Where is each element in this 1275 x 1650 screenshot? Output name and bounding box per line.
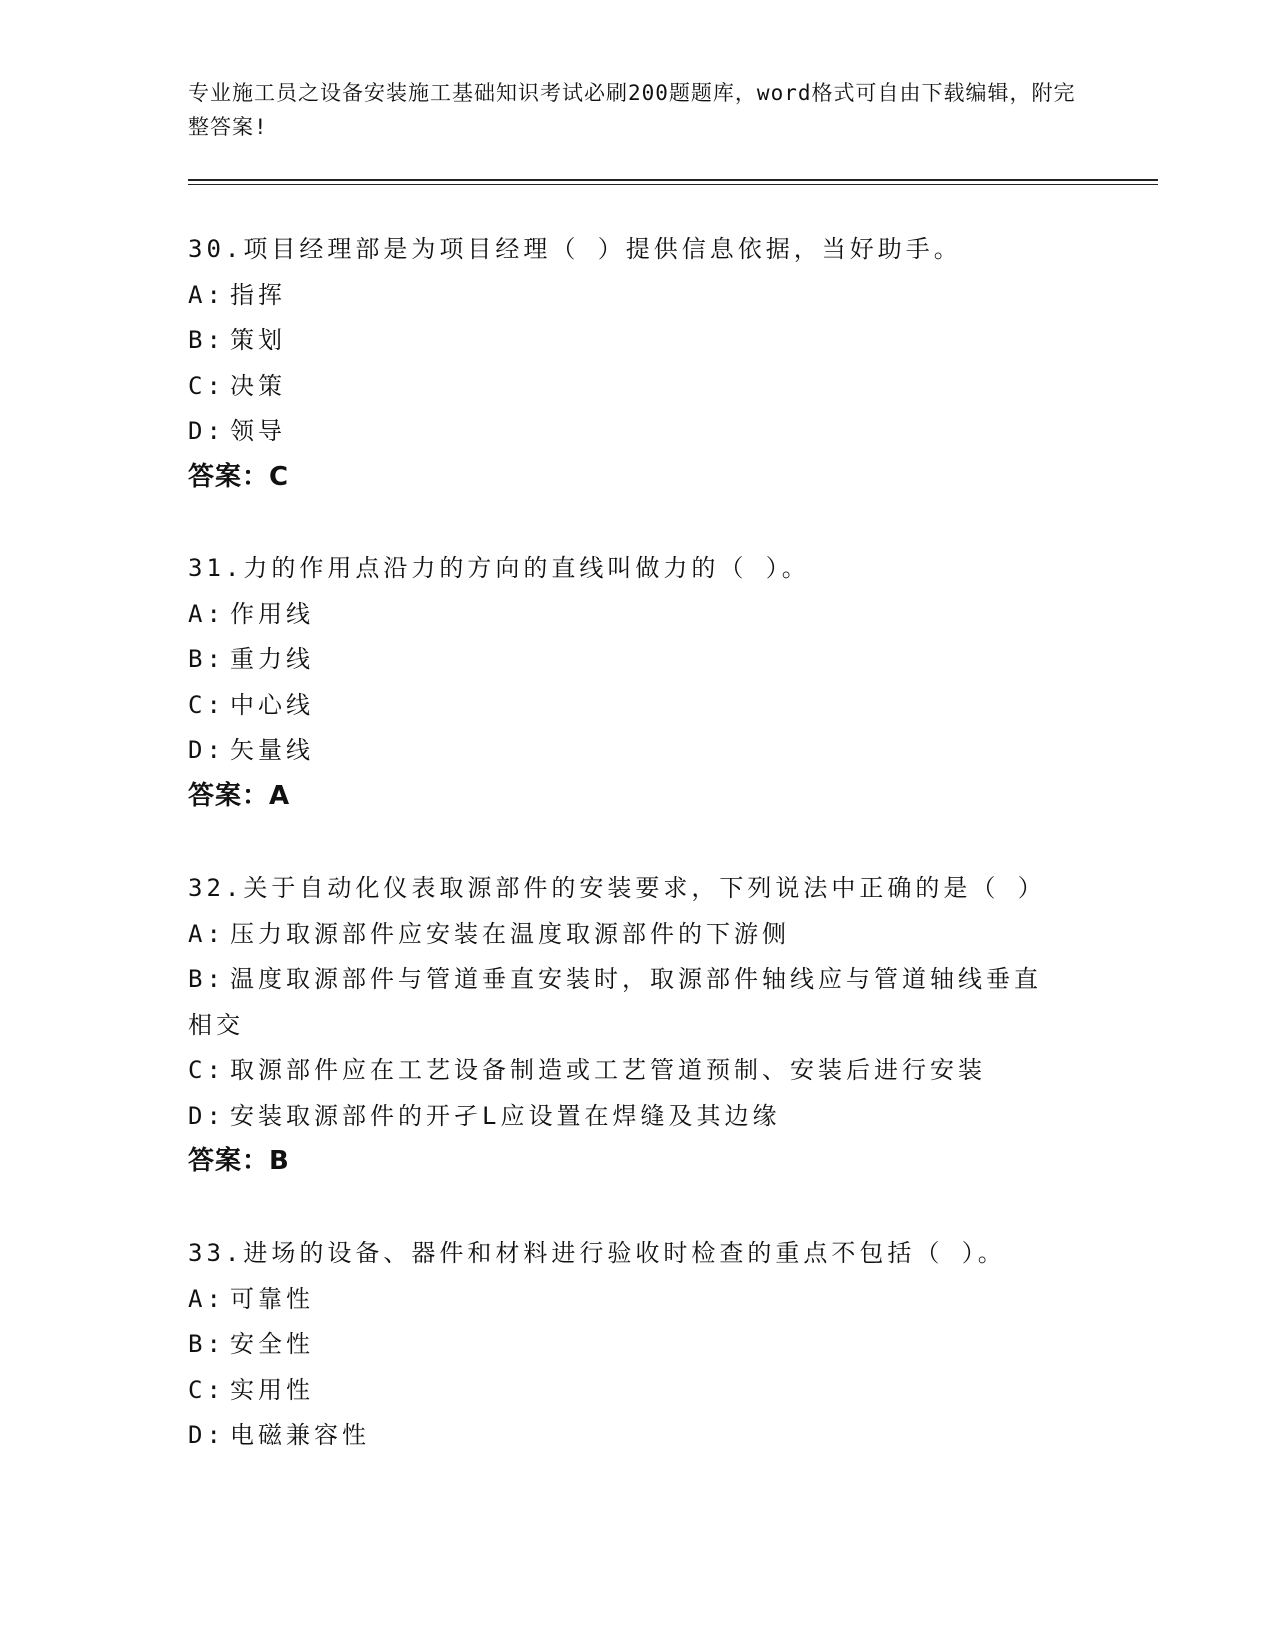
question-30	[188, 227, 1088, 500]
question-stem: 31.力的作用点沿力的方向的直线叫做力的（ ）。	[188, 554, 810, 582]
option-letter: A:	[188, 599, 225, 628]
option-text: 作用线	[230, 599, 314, 628]
option-a	[188, 273, 1088, 319]
option-text: 安装取源部件的开孑L应设置在焊缝及其边缘	[230, 1101, 781, 1130]
option-text: 矢量线	[230, 736, 314, 764]
option-b	[188, 957, 1068, 1048]
option-a	[188, 592, 1088, 638]
header-divider-thin	[188, 184, 1158, 185]
option-text: 压力取源部件应安装在温度取源部件的下游侧	[230, 919, 790, 948]
question-31	[188, 546, 1088, 819]
option-text: 决策	[230, 371, 286, 400]
option-text: 温度取源部件与管道垂直安装时，取源部件轴线应与管道轴线垂直相交	[188, 965, 1042, 1039]
option-text: 可靠性	[230, 1284, 314, 1313]
question-33	[188, 1231, 1088, 1459]
option-letter: B:	[188, 965, 225, 993]
option-text: 指挥	[230, 280, 286, 309]
option-d	[188, 728, 1088, 774]
option-text: 安全性	[230, 1330, 314, 1358]
option-b	[188, 318, 1088, 364]
answer-label: 答案：	[188, 1146, 270, 1176]
option-d	[188, 409, 1088, 455]
answer-line	[188, 774, 1088, 820]
option-a	[188, 1277, 1088, 1323]
option-a	[188, 912, 1088, 958]
option-letter: C:	[188, 1056, 225, 1084]
option-text: 电磁兼容性	[230, 1421, 370, 1449]
answer-value: C	[269, 461, 290, 492]
option-c	[188, 683, 1088, 729]
answer-label: 答案：	[188, 780, 270, 811]
answer-value: B	[269, 1146, 290, 1176]
option-text: 中心线	[230, 690, 314, 719]
option-c	[188, 364, 1088, 410]
option-letter: A:	[188, 919, 225, 948]
option-b	[188, 1322, 1088, 1368]
option-letter: D:	[188, 1101, 225, 1130]
option-letter: C:	[188, 1375, 225, 1404]
option-letter: C:	[188, 371, 225, 400]
option-d	[188, 1094, 1088, 1140]
option-letter: D:	[188, 417, 225, 445]
question-32	[188, 866, 1088, 1185]
answer-line	[188, 1139, 1088, 1185]
option-letter: A:	[188, 280, 225, 309]
question-stem: 33.进场的设备、器件和材料进行验收时检查的重点不包括（ ）。	[188, 1239, 1006, 1267]
option-text: 重力线	[230, 645, 314, 673]
option-text: 策划	[230, 326, 286, 354]
document-title: 专业施工员之设备安装施工基础知识考试必刷200题题库，word格式可自由下载编辑，附完整答案!	[188, 81, 1076, 139]
option-letter: B:	[188, 645, 225, 673]
option-letter: B:	[188, 1330, 225, 1358]
option-b	[188, 637, 1088, 683]
header-divider-thick	[188, 179, 1158, 181]
option-letter: C:	[188, 690, 225, 719]
option-c	[188, 1368, 1088, 1414]
answer-line	[188, 455, 1088, 501]
option-text: 领导	[230, 417, 286, 445]
option-letter: D:	[188, 736, 225, 764]
option-letter: A:	[188, 1284, 225, 1313]
option-text: 实用性	[230, 1375, 314, 1404]
answer-label: 答案：	[188, 461, 270, 492]
option-d	[188, 1413, 1088, 1459]
option-letter: B:	[188, 326, 225, 354]
option-text: 取源部件应在工艺设备制造或工艺管道预制、安装后进行安装	[230, 1056, 986, 1084]
answer-value: A	[269, 780, 291, 811]
option-c	[188, 1048, 1088, 1094]
question-stem: 32.关于自动化仪表取源部件的安装要求，下列说法中正确的是（ ）	[188, 874, 1046, 902]
option-letter: D:	[188, 1421, 225, 1449]
question-stem: 30.项目经理部是为项目经理（ ）提供信息依据，当好助手。	[188, 235, 962, 263]
